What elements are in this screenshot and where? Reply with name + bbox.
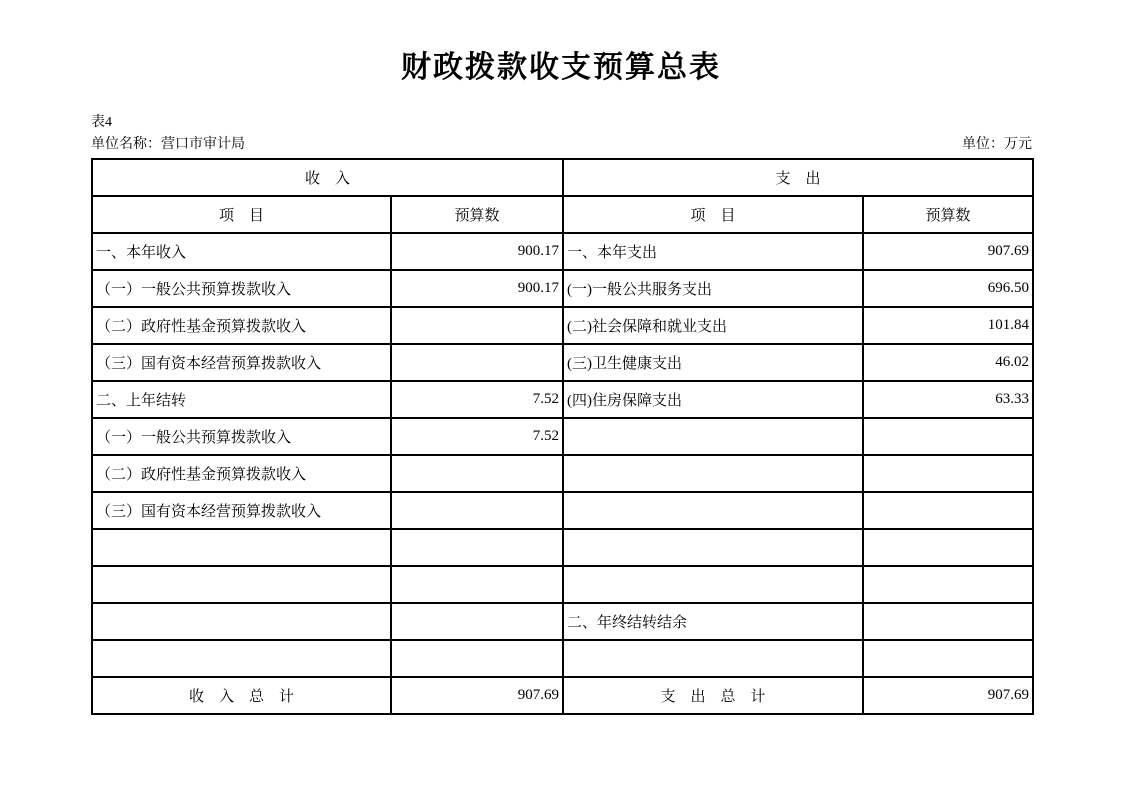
table-row xyxy=(92,455,1033,492)
unit-name: 单位名称：营口市审计局 xyxy=(91,137,245,152)
income-item-cell xyxy=(92,640,391,677)
expense-budget-cell xyxy=(863,492,1033,529)
table-row xyxy=(92,344,1033,381)
expense-budget-cell: 101.84 xyxy=(863,307,1033,344)
income-budget-cell: 7.52 xyxy=(391,381,563,418)
income-item-cell xyxy=(92,566,391,603)
expense-total-value: 907.69 xyxy=(863,677,1033,714)
income-item-cell xyxy=(92,529,391,566)
expense-budget-cell xyxy=(863,566,1033,603)
income-budget-cell xyxy=(391,492,563,529)
income-item-cell: 二、上年结转 xyxy=(92,381,391,418)
income-item-cell: （一）一般公共预算拨款收入 xyxy=(92,418,391,455)
table-row xyxy=(92,566,1033,603)
expense-budget-cell xyxy=(863,640,1033,677)
table-row xyxy=(92,640,1033,677)
expense-item-cell xyxy=(563,492,863,529)
total-row xyxy=(92,677,1033,714)
expense-item-header: 项 目 xyxy=(563,196,863,233)
table-number: 表4 xyxy=(91,115,112,130)
expense-item-cell xyxy=(563,640,863,677)
income-budget-cell: 900.17 xyxy=(391,233,563,270)
table-row xyxy=(92,381,1033,418)
expense-budget-header: 预算数 xyxy=(863,196,1033,233)
expense-budget-cell: 63.33 xyxy=(863,381,1033,418)
income-budget-cell xyxy=(391,529,563,566)
meta-line xyxy=(91,133,1032,153)
expense-item-cell: 二、年终结转结余 xyxy=(563,603,863,640)
expense-item-cell: (四)住房保障支出 xyxy=(563,381,863,418)
income-budget-cell: 7.52 xyxy=(391,418,563,455)
income-item-header: 项 目 xyxy=(92,196,391,233)
expense-item-cell xyxy=(563,529,863,566)
expense-item-cell xyxy=(563,418,863,455)
section-header-row xyxy=(92,159,1033,196)
income-budget-cell: 900.17 xyxy=(391,270,563,307)
table-row xyxy=(92,418,1033,455)
income-section-header: 收 入 xyxy=(92,159,563,196)
expense-budget-cell xyxy=(863,529,1033,566)
expense-budget-cell: 696.50 xyxy=(863,270,1033,307)
unit-of-measure: 单位：万元 xyxy=(962,137,1032,152)
column-header-row xyxy=(92,196,1033,233)
income-total-value: 907.69 xyxy=(391,677,563,714)
expense-budget-cell: 907.69 xyxy=(863,233,1033,270)
expense-budget-cell xyxy=(863,603,1033,640)
income-item-cell: 一、本年收入 xyxy=(92,233,391,270)
expense-budget-cell: 46.02 xyxy=(863,344,1033,381)
income-budget-cell xyxy=(391,603,563,640)
budget-summary-table xyxy=(91,158,1034,715)
expense-section-header: 支 出 xyxy=(563,159,1033,196)
page-title: 财政拨款收支预算总表 xyxy=(401,51,721,84)
expense-budget-cell xyxy=(863,455,1033,492)
income-item-cell: （一）一般公共预算拨款收入 xyxy=(92,270,391,307)
table-row xyxy=(92,603,1033,640)
income-budget-cell xyxy=(391,307,563,344)
income-item-cell: （二）政府性基金预算拨款收入 xyxy=(92,307,391,344)
expense-budget-cell xyxy=(863,418,1033,455)
income-item-cell: （三）国有资本经营预算拨款收入 xyxy=(92,344,391,381)
expense-item-cell: 一、本年支出 xyxy=(563,233,863,270)
expense-item-cell: (一)一般公共服务支出 xyxy=(563,270,863,307)
income-budget-cell xyxy=(391,344,563,381)
income-budget-cell xyxy=(391,455,563,492)
table-row xyxy=(92,270,1033,307)
table-row xyxy=(92,529,1033,566)
income-budget-cell xyxy=(391,566,563,603)
table-row xyxy=(92,233,1033,270)
expense-total-label: 支 出 总 计 xyxy=(563,677,863,714)
income-total-label: 收 入 总 计 xyxy=(92,677,391,714)
expense-item-cell xyxy=(563,566,863,603)
income-item-cell xyxy=(92,603,391,640)
income-item-cell: （三）国有资本经营预算拨款收入 xyxy=(92,492,391,529)
income-budget-header: 预算数 xyxy=(391,196,563,233)
table-row xyxy=(92,492,1033,529)
expense-item-cell: (二)社会保障和就业支出 xyxy=(563,307,863,344)
expense-item-cell: (三)卫生健康支出 xyxy=(563,344,863,381)
income-budget-cell xyxy=(391,640,563,677)
expense-item-cell xyxy=(563,455,863,492)
income-item-cell: （二）政府性基金预算拨款收入 xyxy=(92,455,391,492)
table-row xyxy=(92,307,1033,344)
